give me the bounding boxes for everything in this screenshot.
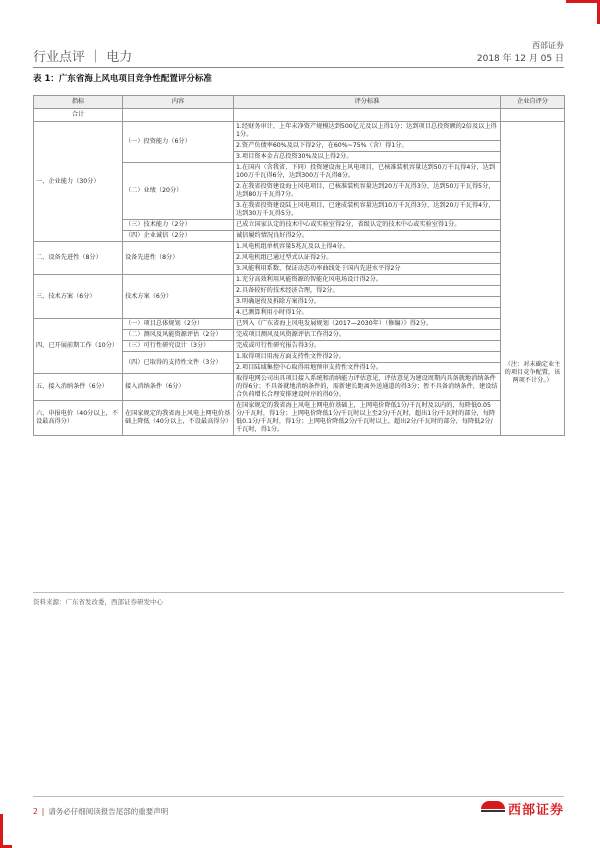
criteria-cell: 1.经财务审计，上年末净资产规模达到500亿元及以上得1分；达到项目总投资额的2倍及以上得1分。 xyxy=(234,122,501,141)
indicator-cell: 三、技术方案（6分） xyxy=(34,275,123,319)
indicator-cell: 五、接入消纳条件（6分） xyxy=(34,374,123,401)
header-indicator: 指标 xyxy=(34,96,123,109)
content-cell: （三）技术能力（2分） xyxy=(123,220,234,231)
table-title: 表 1：广东省海上风电项目竞争性配置评分标准 xyxy=(33,74,212,84)
header-company: 西部证券 xyxy=(532,41,564,50)
total-row xyxy=(34,109,565,122)
logo-mark-icon xyxy=(481,801,505,817)
total-self-score-cell xyxy=(501,109,565,122)
criteria-cell: 在国家规定的我省海上风电上网电价基础上，上网电价降低1分/千瓦时及以内的，每降低0.05分/千瓦时，得1分；上网电价降低1分/千瓦时以上至2分/千瓦时，超出1分/千瓦时的部分，每降低0.1分/千瓦时，得1分；上网电价降低2分/千瓦时以上，超出2分/千瓦时的部分，每降低2分/千瓦时，得1分。 xyxy=(234,401,501,436)
criteria-cell: 1.充分高效利用风能资源的智能化风电场设计得2分。 xyxy=(234,275,501,286)
criteria-cell: 已列入《广东省海上风电发展规划（2017—2030年）（修编）》得2分。 xyxy=(234,319,501,330)
criteria-cell: 3.明确退役及拆除方案得1分。 xyxy=(234,297,501,308)
footer-text xyxy=(33,806,168,817)
indicator-cell: 二、设备先进性（8分） xyxy=(34,242,123,275)
indicator-cell: 一、企业能力（30分） xyxy=(34,122,123,242)
criteria-cell: 4.已测算利用小时得1分。 xyxy=(234,308,501,319)
indicator-cell: 四、已开展前期工作（10分） xyxy=(34,319,123,374)
table-body xyxy=(34,109,565,436)
content-cell: 在国家规定的我省海上风电上网电价基础上降低（40分以上，不设最高得分） xyxy=(123,401,234,436)
content-cell: （四）已取得的支持性文件（3分） xyxy=(123,352,234,374)
content-cell: 接入消纳条件（6分） xyxy=(123,374,234,401)
content-cell: （一）投资能力（6分） xyxy=(123,122,234,163)
source-note: 资料来源：广东省发改委，西部证券研发中心 xyxy=(33,598,163,606)
content-cell: （三）可行性研究设计（3分） xyxy=(123,341,234,352)
footer-separator: | xyxy=(41,807,45,816)
criteria-cell: 2.风电机组已通过型式认证得2分。 xyxy=(234,253,501,264)
criteria-cell: 2.资产负债率60%及以下得2分，在60%~75%（含）得1分。 xyxy=(234,141,501,152)
corner-accent-bottom-left xyxy=(0,814,12,848)
table-header-row xyxy=(34,96,565,109)
criteria-cell: 取得电网公司出具项目接入系统和消纳能力评估意见，评估意见为建设周期内具备就地消纳条件的得6分；不具备就地消纳条件的，需新建长距离外送通道的得3分；暂不具备消纳条件，建设结合负荷增长合理安排建设时序的得0分。 xyxy=(234,374,501,401)
criteria-cell: 3.项目资本金占总投资30%及以上得2分。 xyxy=(234,152,501,163)
table-row xyxy=(34,319,565,330)
content-cell: 设备先进性（8分） xyxy=(123,242,234,275)
criteria-cell: 1.风电机组单机容量5兆瓦及以上得4分。 xyxy=(234,242,501,253)
logo-text: 西部证券 xyxy=(507,803,564,818)
criteria-cell: 诚信履约情况良好得2分。 xyxy=(234,231,501,242)
table-row xyxy=(34,275,565,286)
header-date: 2018 年 12 月 05 日 xyxy=(476,54,564,64)
header-criteria: 评分标准 xyxy=(234,96,501,109)
scoring-table xyxy=(33,95,565,436)
content-cell: （二）测风及风能资源评估（2分） xyxy=(123,330,234,341)
criteria-cell: 2.具备较好的技术经济合理，得2分。 xyxy=(234,286,501,297)
criteria-cell: 3.在我省投资建设陆上风电项目，已建成装机容量达到10万千瓦得3分，达到20万千瓦得4分，达到30万千瓦得5分。 xyxy=(234,201,501,220)
total-label: 合计 xyxy=(34,109,123,122)
table-row xyxy=(34,401,565,436)
total-empty-cell xyxy=(123,109,234,122)
criteria-cell: 完成或可行性研究报告得3分。 xyxy=(234,341,501,352)
content-cell: （一）项目总体规划（2分） xyxy=(123,319,234,330)
content-cell: 技术方案（6分） xyxy=(123,275,234,319)
criteria-cell: 已成立国家认定的技术中心或实验室得2分，省级认定的技术中心或实验室得1分。 xyxy=(234,220,501,231)
indicator-cell: 六、申报电价（40分以上，不设最高得分） xyxy=(34,401,123,436)
criteria-cell: 3.风能利用系数、保证动态功率曲线处于国内先进水平得2分 xyxy=(234,264,501,275)
brand-logo xyxy=(481,799,564,818)
total-empty-cell xyxy=(234,109,501,122)
criteria-cell: 2.在我省投资建设海上风电项目，已核准装机容量达到20万千瓦得3分，达到50万千瓦得5分，达到80万千瓦得7分。 xyxy=(234,182,501,201)
header-self-score: 企业自评分 xyxy=(501,96,565,109)
report-section-label: 行业点评 ｜ 电力 xyxy=(33,50,133,65)
page-number: 2 xyxy=(33,807,38,816)
criteria-cell: 2.项目陆域集控中心取得用地预审支持性文件得1分。 xyxy=(234,363,501,374)
source-divider xyxy=(33,592,564,593)
criteria-cell: 完成项目测风及风资源评估工作得2分。 xyxy=(234,330,501,341)
header-divider xyxy=(33,67,564,68)
header-content: 内容 xyxy=(123,96,234,109)
table-row xyxy=(34,242,565,253)
scoring-table-container xyxy=(33,95,564,436)
footer-divider xyxy=(33,796,564,797)
table-row xyxy=(34,122,565,141)
table-row xyxy=(34,374,565,401)
self-score-note: （注：对未确定业主的项目竞争配置，该两项不计分。） xyxy=(501,122,565,436)
criteria-cell: 1.在国内（含我省，下同）投资建设海上风电项目，已核准装机容量达到50万千瓦得4分，达到100万千瓦得6分，达到300万千瓦得8分。 xyxy=(234,163,501,182)
content-cell: （四）企业诚信（2分） xyxy=(123,231,234,242)
criteria-cell: 1.取得项目用海方面支持性文件得2分。 xyxy=(234,352,501,363)
content-cell: （二）业绩（20分） xyxy=(123,163,234,220)
corner-accent-top-right xyxy=(566,0,600,24)
disclaimer-note: 请务必仔细阅读报告尾部的重要声明 xyxy=(48,807,169,816)
